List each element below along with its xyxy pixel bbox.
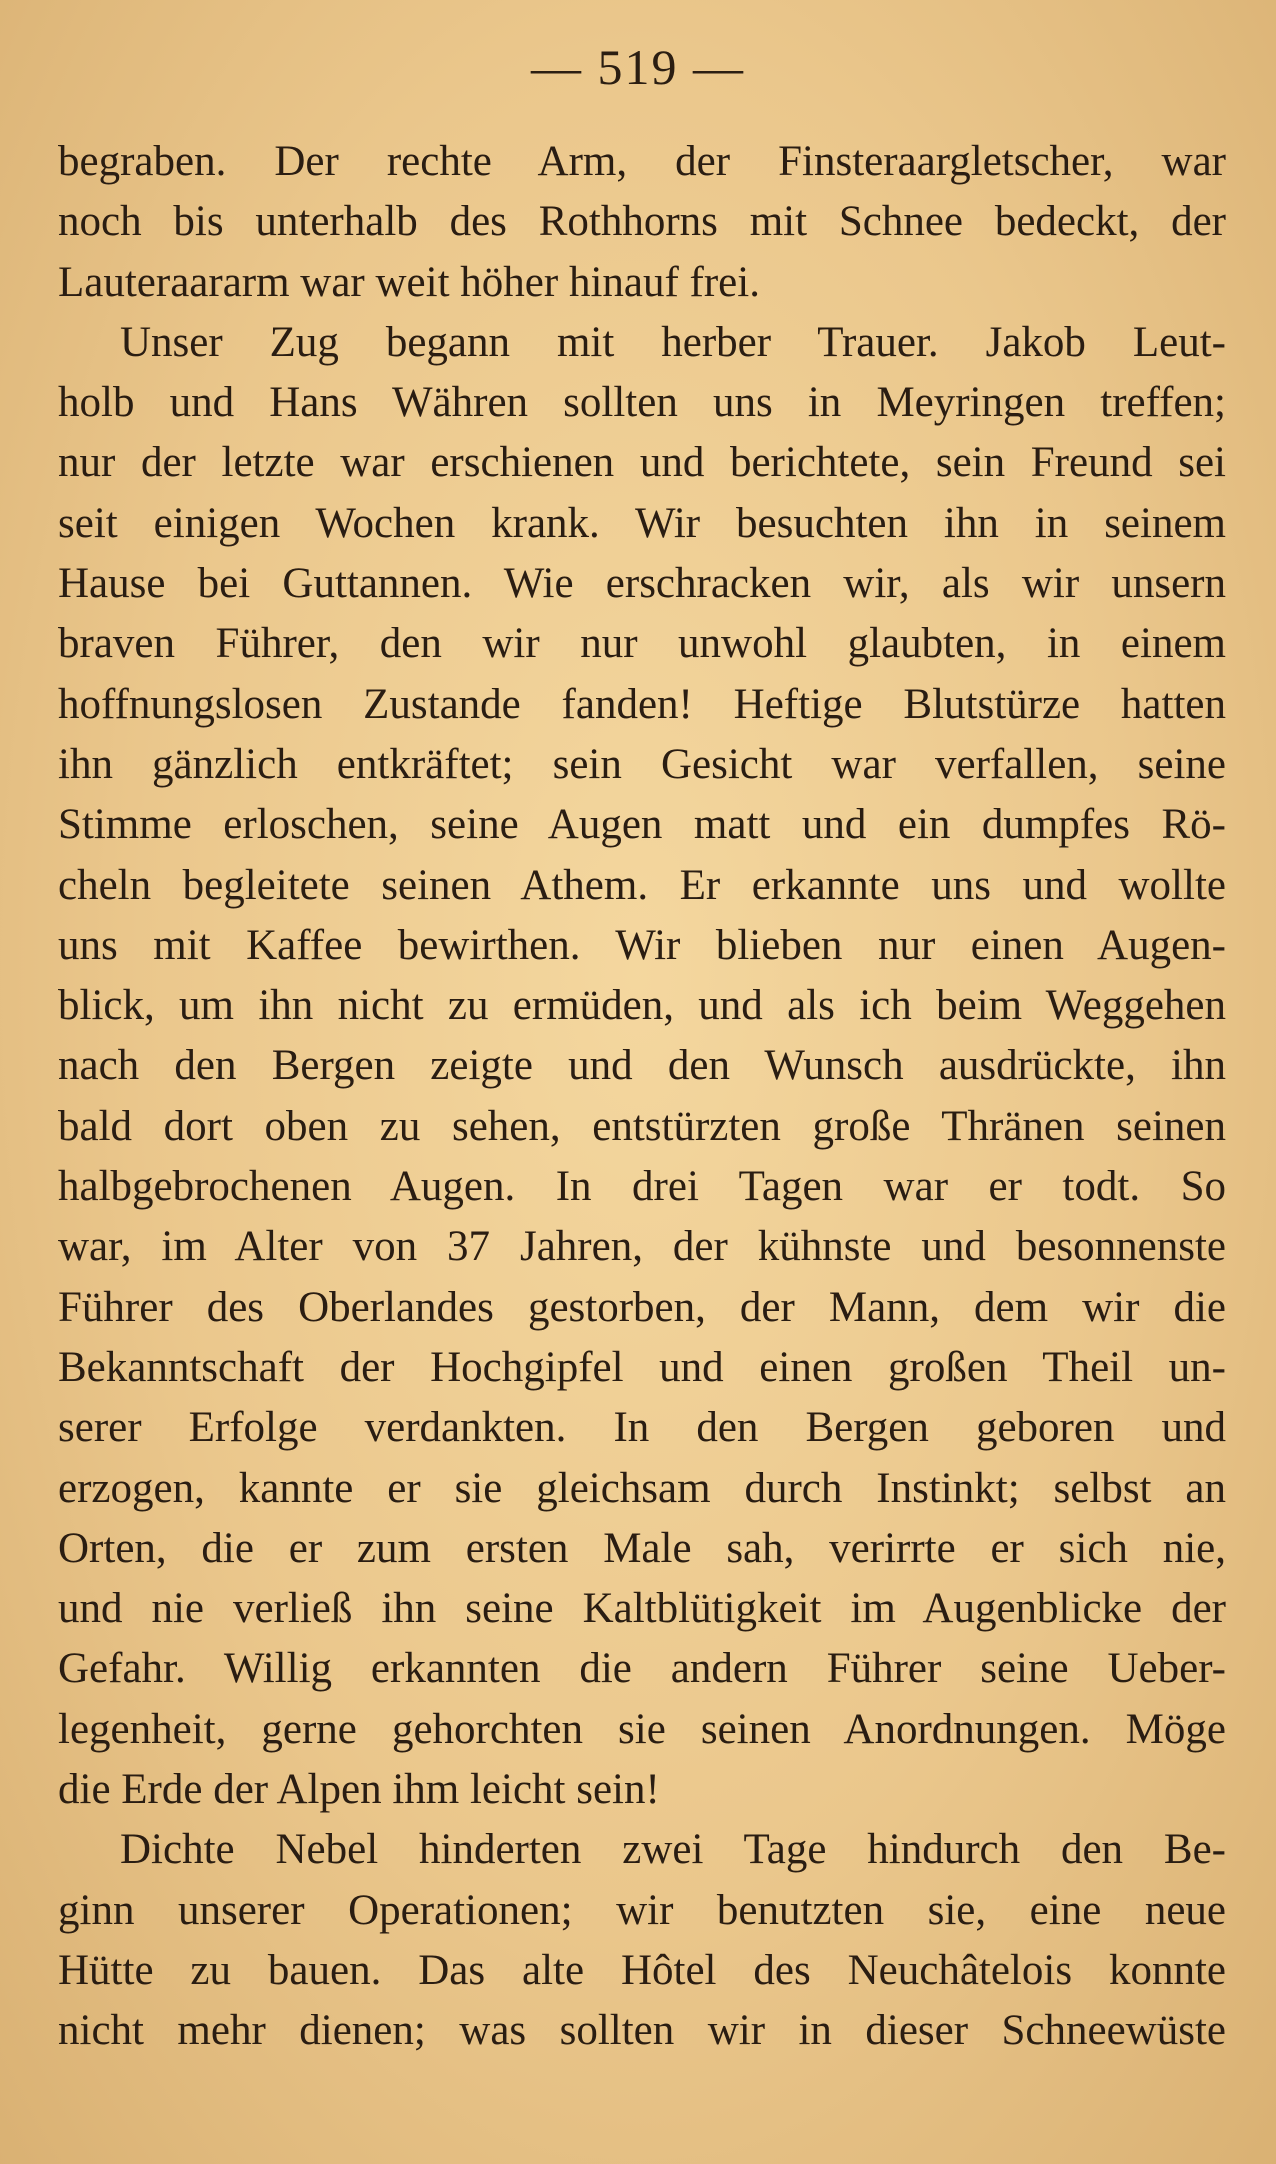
text-line: und nie verließ ihn seine Kaltblütigkeit im Augenblicke der <box>58 1585 1226 1633</box>
text-line: Führer des Oberlandes gestorben, der Mann, dem wir die <box>58 1283 1226 1331</box>
text-line: uns mit Kaffee bewirthen. Wir blieben nur einen Augen- <box>58 921 1226 969</box>
text-line: erzogen, kannte er sie gleichsam durch Instinkt; selbst an <box>58 1464 1226 1512</box>
text-line: holb und Hans Währen sollten uns in Meyringen treffen; <box>58 379 1226 427</box>
page-number: — 519 — <box>531 39 745 95</box>
text-line: nur der letzte war erschienen und berichtete, sein Freund sei <box>58 439 1226 487</box>
text-line: hoffnungslosen Zustande fanden! Heftige Blutstürze hatten <box>58 680 1226 728</box>
body-text <box>58 132 1226 2062</box>
text-line: halbgebrochenen Augen. In drei Tagen war er todt. So <box>58 1163 1226 1211</box>
text-line: legenheit, gerne gehorchten sie seinen Anordnungen. Möge <box>58 1705 1226 1753</box>
text-line: Hütte zu bauen. Das alte Hôtel des Neuchâtelois konnte <box>58 1946 1226 1994</box>
text-line: Unser Zug begann mit herber Trauer. Jakob Leut- <box>120 318 1226 366</box>
text-line: seit einigen Wochen krank. Wir besuchten ihn in seinem <box>58 499 1226 547</box>
text-line: begraben. Der rechte Arm, der Finsteraargletscher, war <box>58 138 1226 185</box>
text-line: Lauteraararm war weit höher hinauf frei. <box>58 258 760 306</box>
text-line: ginn unserer Operationen; wir benutzten sie, eine neue <box>58 1886 1226 1934</box>
text-line: Dichte Nebel hinderten zwei Tage hindurch den Be- <box>120 1826 1226 1874</box>
text-line: blick, um ihn nicht zu ermüden, und als ich beim Weggehen <box>58 982 1226 1030</box>
text-line: war, im Alter von 37 Jahren, der kühnste und besonnenste <box>58 1223 1226 1271</box>
text-line: Orten, die er zum ersten Male sah, verirrte er sich nie, <box>58 1524 1226 1572</box>
text-line: nicht mehr dienen; was sollten wir in dieser Schneewüste <box>58 2007 1226 2055</box>
text-line: Hause bei Guttannen. Wie erschracken wir, als wir unsern <box>58 560 1226 608</box>
text-line: Gefahr. Willig erkannten die andern Führer seine Ueber- <box>58 1645 1226 1693</box>
text-line: cheln begleitete seinen Athem. Er erkannte uns und wollte <box>58 861 1226 909</box>
text-line: nach den Bergen zeigte und den Wunsch ausdrückte, ihn <box>58 1042 1226 1090</box>
text-line: serer Erfolge verdankten. In den Bergen geboren und <box>58 1404 1226 1452</box>
text-line: Stimme erloschen, seine Augen matt und ein dumpfes Rö- <box>58 801 1226 849</box>
text-line: Bekanntschaft der Hochgipfel und einen großen Theil un- <box>58 1343 1226 1391</box>
text-line: noch bis unterhalb des Rothhorns mit Schnee bedeckt, der <box>58 198 1226 246</box>
text-line: bald dort oben zu sehen, entstürzten große Thränen seinen <box>58 1102 1226 1150</box>
text-line: ihn gänzlich entkräftet; sein Gesicht war verfallen, seine <box>58 740 1226 788</box>
text-line: die Erde der Alpen ihm leicht sein! <box>58 1766 660 1814</box>
text-line: braven Führer, den wir nur unwohl glaubten, in einem <box>58 620 1226 668</box>
